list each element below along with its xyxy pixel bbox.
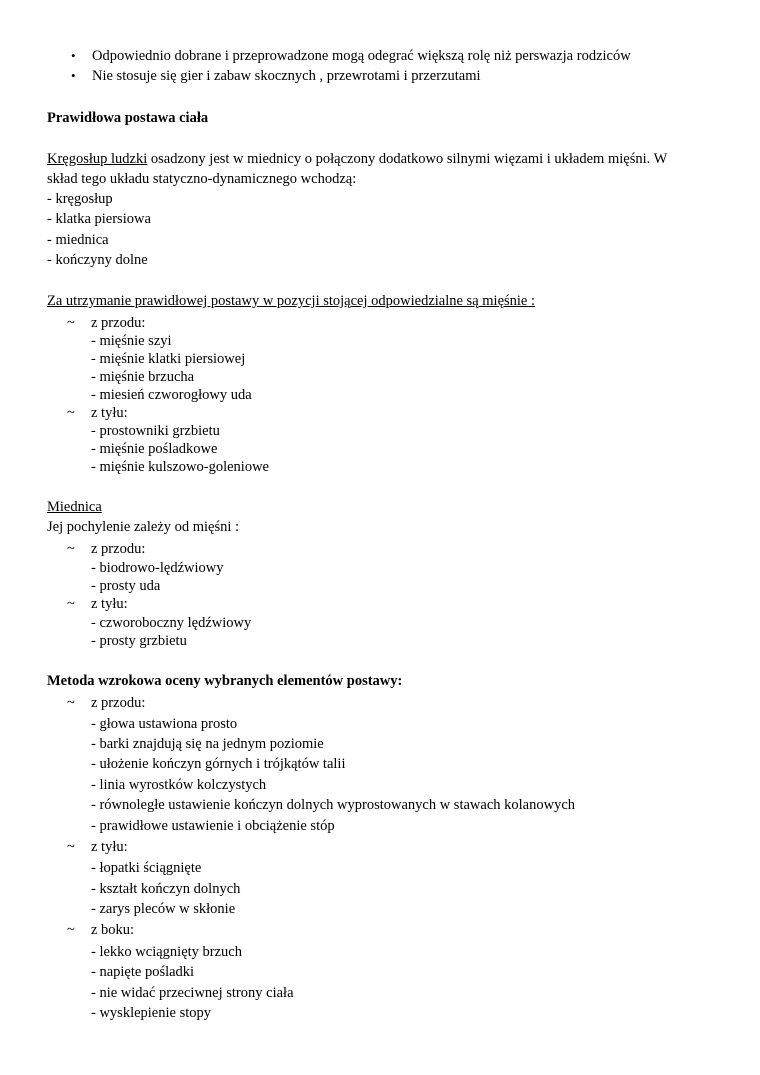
list-item: - mięśnie pośladkowe <box>91 441 218 457</box>
list-item: - prosty grzbietu <box>91 633 187 649</box>
list-item: - prosty uda <box>91 578 161 594</box>
group-label-text: z przodu: <box>91 315 146 331</box>
tilde-icon: ~ <box>67 839 75 855</box>
list-item: - klatka piersiowa <box>47 211 151 227</box>
list-item: - kręgosłup <box>47 191 113 207</box>
list-item: - równoległe ustawienie kończyn dolnych wyprostowanych w stawach kolanowych <box>91 797 576 813</box>
list-item: - biodrowo-lędźwiowy <box>91 560 224 576</box>
list-item: - wysklepienie stopy <box>91 1005 212 1021</box>
list-item: - mięśnie kulszowo-goleniowe <box>91 459 269 475</box>
tilde-icon: ~ <box>67 405 75 421</box>
list-item: - ułożenie kończyn górnych i trójkątów talii <box>91 756 346 772</box>
tilde-icon: ~ <box>67 541 75 557</box>
tilde-icon: ~ <box>67 695 75 711</box>
tilde-icon: ~ <box>67 922 75 938</box>
section-heading: Metoda wzrokowa oceny wybranych elementów postawy: <box>47 673 403 689</box>
paragraph-text: osadzony jest w miednicy o połączony dodatkowo silnymi więzami i układem mięśni. W <box>147 151 668 167</box>
section-heading: Za utrzymanie prawidłowej postawy w pozycji stojącej odpowiedzialne są mięśnie : <box>47 293 536 309</box>
bullet-text: Odpowiednio dobrane i przeprowadzone mogą odegrać większą rolę niż perswazja rodziców <box>92 48 631 64</box>
section-heading: Miednica <box>47 499 102 515</box>
list-item: - prawidłowe ustawienie i obciążenie stóp <box>91 818 335 834</box>
group-label-text: z przodu: <box>91 541 146 557</box>
paragraph-text: skład tego układu statyczno-dynamicznego wchodzą: <box>47 171 357 187</box>
tilde-icon: ~ <box>67 596 75 612</box>
underlined-term: Kręgosłup ludzki <box>47 151 148 167</box>
paragraph <box>47 149 667 169</box>
list-item: - kształt kończyn dolnych <box>91 881 241 897</box>
list-item: - zarys pleców w skłonie <box>91 901 236 917</box>
bullet-icon: • <box>71 68 76 83</box>
list-item: - czworoboczny lędźwiowy <box>91 615 252 631</box>
list-item: - głowa ustawiona prosto <box>91 716 238 732</box>
group-label-text: z tyłu: <box>91 839 128 855</box>
list-item: - kończyny dolne <box>47 252 148 268</box>
paragraph-text: Jej pochylenie zależy od mięśni : <box>47 519 240 535</box>
list-item: - miednica <box>47 232 109 248</box>
list-item: - mięśnie brzucha <box>91 369 195 385</box>
group-label-text: z boku: <box>91 922 135 938</box>
list-item: - miesień czworogłowy uda <box>91 387 252 403</box>
list-item: - nie widać przeciwnej strony ciała <box>91 985 294 1001</box>
list-item: - barki znajdują się na jednym poziomie <box>91 736 324 752</box>
section-heading: Prawidłowa postawa ciała <box>47 110 209 126</box>
list-item: - lekko wciągnięty brzuch <box>91 944 242 960</box>
list-item: - napięte pośladki <box>91 964 195 980</box>
bullet-text: Nie stosuje się gier i zabaw skocznych , przewrotami i przerzutami <box>92 68 481 84</box>
bullet-icon: • <box>71 48 76 63</box>
list-item: - linia wyrostków kolczystych <box>91 777 267 793</box>
group-label-text: z tyłu: <box>91 596 128 612</box>
list-item: - prostowniki grzbietu <box>91 423 220 439</box>
group-label-text: z tyłu: <box>91 405 128 421</box>
list-item: - łopatki ściągnięte <box>91 860 202 876</box>
list-item: - mięśnie klatki piersiowej <box>91 351 246 367</box>
group-label-text: z przodu: <box>91 695 146 711</box>
list-item: - mięśnie szyi <box>91 333 172 349</box>
tilde-icon: ~ <box>67 315 75 331</box>
